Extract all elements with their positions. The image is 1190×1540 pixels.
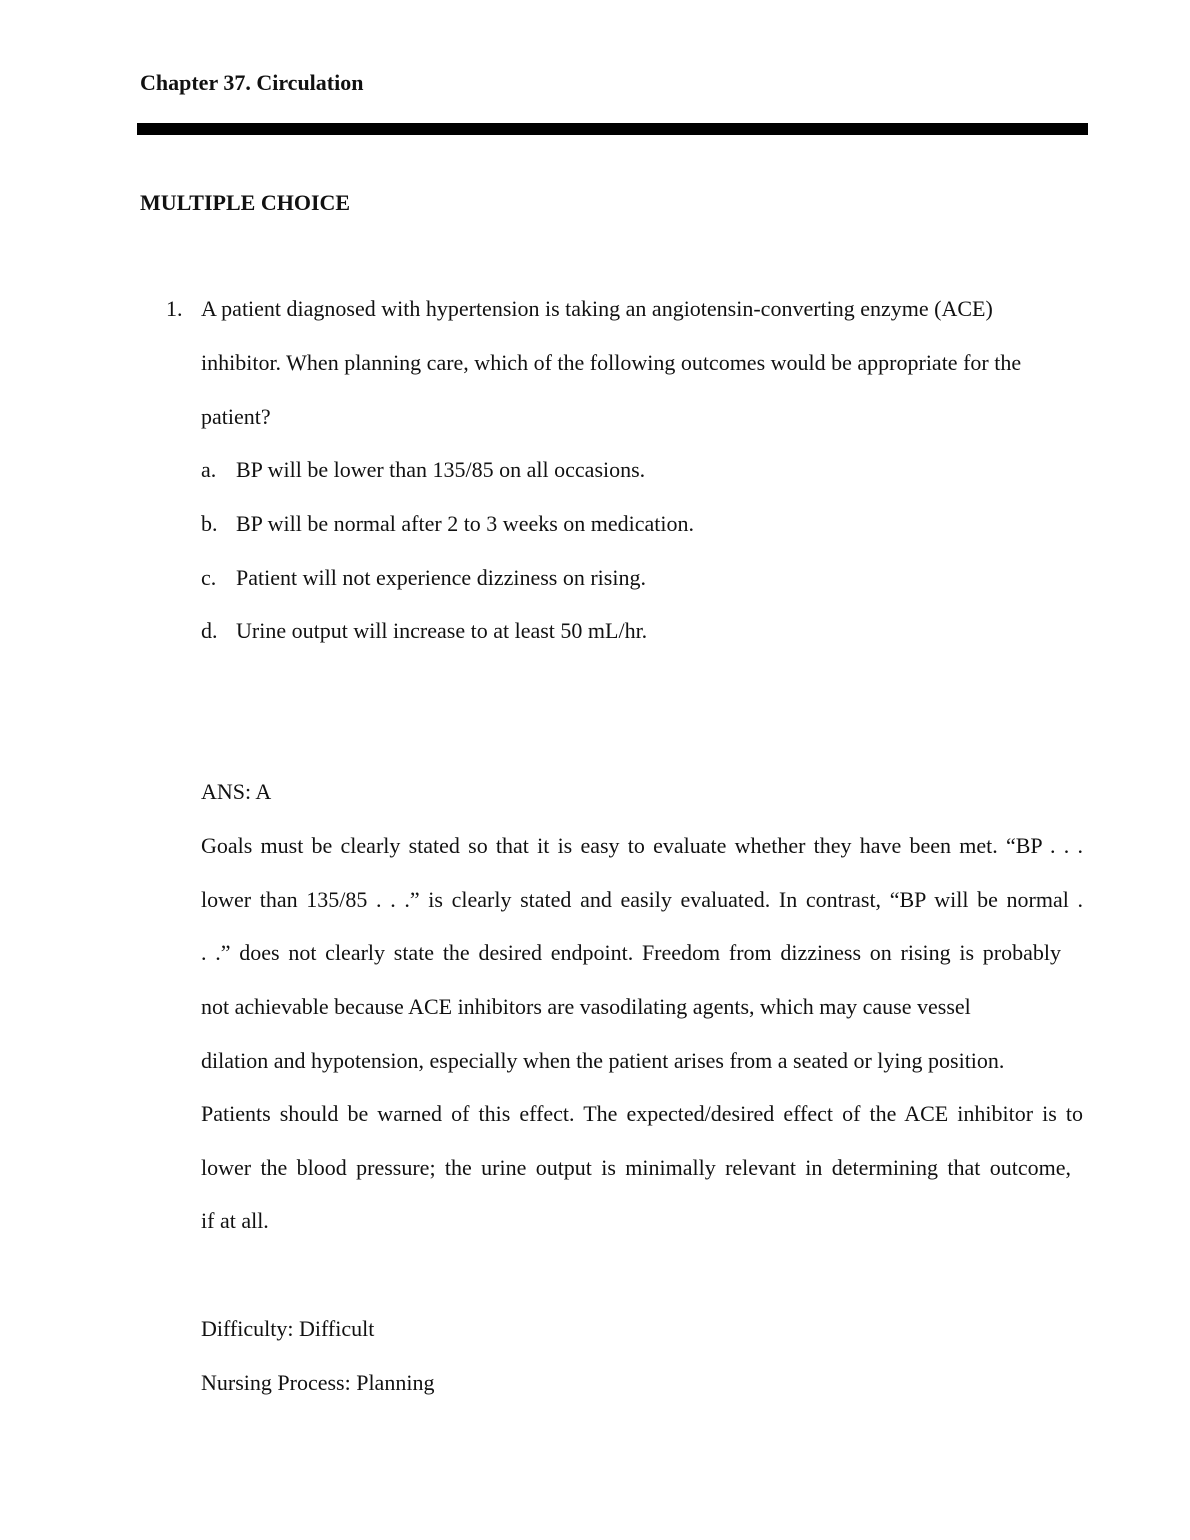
option-letter-c: c. — [201, 565, 217, 590]
chapter-title: Chapter 37. Circulation — [140, 70, 364, 95]
option-letter-a: a. — [201, 457, 217, 482]
rationale-line: Goals must be clearly stated so that it is easy to evaluate whether they have been met. “BP . . . — [201, 833, 1083, 858]
option-letter-d: d. — [201, 618, 218, 643]
nursing-process-label: Nursing Process: Planning — [201, 1370, 435, 1395]
question-stem-line: patient? — [201, 404, 271, 429]
option-text-c: Patient will not experience dizziness on rising. — [236, 565, 646, 590]
answer-key: ANS: A — [201, 779, 272, 804]
question-stem-line: A patient diagnosed with hypertension is taking an angiotensin-converting enzyme (ACE) — [201, 296, 993, 321]
header-rule — [137, 123, 1088, 135]
question-stem-line: inhibitor. When planning care, which of the following outcomes would be appropriate for the — [201, 350, 1022, 375]
difficulty-label: Difficulty: Difficult — [201, 1316, 375, 1341]
rationale-line: if at all. — [201, 1208, 269, 1233]
option-letter-b: b. — [201, 511, 218, 536]
rationale-line: lower the blood pressure; the urine output is minimally relevant in determining that outcome, — [201, 1155, 1071, 1180]
rationale-line: dilation and hypotension, especially when the patient arises from a seated or lying position. — [201, 1048, 1005, 1073]
rationale-line: not achievable because ACE inhibitors are vasodilating agents, which may cause vessel — [201, 994, 971, 1019]
rationale-line: Patients should be warned of this effect. The expected/desired effect of the ACE inhibitor is to — [201, 1101, 1083, 1126]
rationale-line: lower than 135/85 . . .” is clearly stated and easily evaluated. In contrast, “BP will be normal . — [201, 887, 1083, 912]
rationale-line: . .” does not clearly state the desired endpoint. Freedom from dizziness on rising is probably — [201, 940, 1061, 965]
option-text-d: Urine output will increase to at least 50 mL/hr. — [236, 618, 648, 643]
question-number: 1. — [166, 296, 183, 321]
section-title: MULTIPLE CHOICE — [140, 190, 351, 215]
option-text-a: BP will be lower than 135/85 on all occasions. — [236, 457, 646, 482]
option-text-b: BP will be normal after 2 to 3 weeks on medication. — [236, 511, 695, 536]
